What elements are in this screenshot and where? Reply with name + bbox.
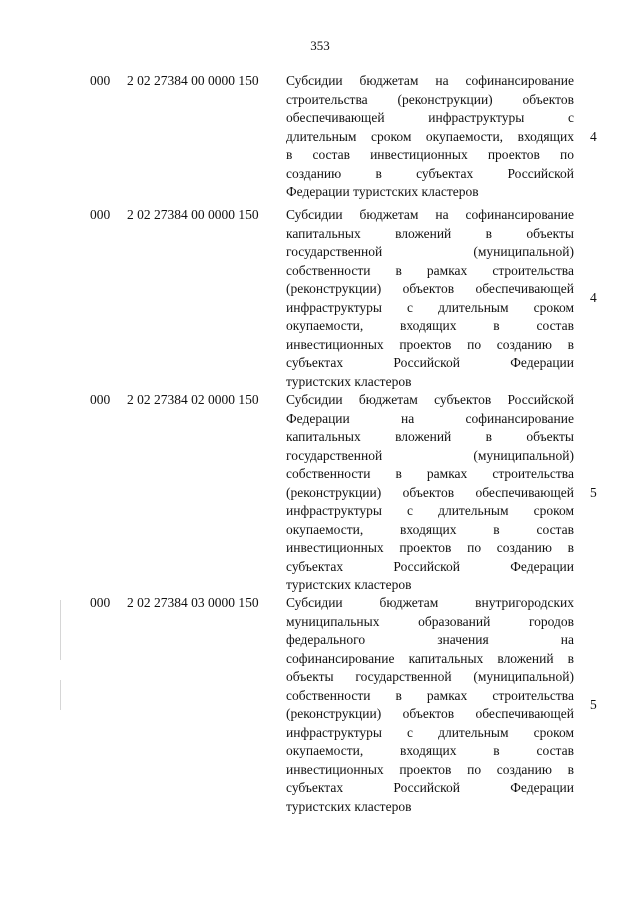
income-description xyxy=(286,391,574,595)
description-line: субъектах Российской Федерации xyxy=(286,558,574,574)
description-line: Федерации туристских кластеров xyxy=(286,184,479,199)
description-line: субъектах Российской Федерации xyxy=(286,355,574,370)
description-line: (реконструкции) объектов обеспечивающей xyxy=(286,706,574,721)
budget-classification-code: 2 02 27384 03 0000 150 xyxy=(127,595,259,610)
admin-code: 000 xyxy=(90,207,111,222)
description-line: туристских кластеров xyxy=(286,373,412,389)
description-line: государственной (муниципальной) xyxy=(286,447,574,463)
description-line: Федерации на софинансирование xyxy=(286,410,574,426)
description-line: туристских кластеров xyxy=(286,577,412,592)
description-line: муниципальных образований городов xyxy=(286,613,574,629)
description-line: окупаемости, входящих в состав xyxy=(286,743,574,758)
description-line: окупаемости, входящих в состав xyxy=(286,318,574,333)
income-description xyxy=(286,594,574,816)
admin-code: 000 xyxy=(90,595,111,610)
scan-artifact-line xyxy=(60,680,61,710)
budget-classification-code: 2 02 27384 00 0000 150 xyxy=(127,207,259,222)
description-line: капитальных вложений в объекты xyxy=(286,429,574,444)
page-number: 353 xyxy=(310,38,330,53)
description-line: Субсидии бюджетам на софинансирование xyxy=(286,73,574,88)
admin-code: 000 xyxy=(90,73,111,88)
description-line: инфраструктуры с длительным сроком xyxy=(286,503,574,518)
description-line: в состав инвестиционных проектов по xyxy=(286,147,574,162)
description-line: длительным сроком окупаемости, входящих xyxy=(286,128,574,144)
description-line: инвестиционных проектов по созданию в xyxy=(286,540,574,555)
description-line: Субсидии бюджетам субъектов Российской xyxy=(286,392,574,407)
description-line: федерального значения на xyxy=(286,632,574,647)
description-line: Субсидии бюджетам на софинансирование xyxy=(286,207,574,222)
description-line: строительства (реконструкции) объектов xyxy=(286,91,574,107)
description-line: капитальных вложений в объекты xyxy=(286,225,574,241)
description-line: (реконструкции) объектов обеспечивающей xyxy=(286,281,574,296)
description-line: софинансирование капитальных вложений в xyxy=(286,650,574,666)
income-description xyxy=(286,206,574,391)
description-line: инвестиционных проектов по созданию в xyxy=(286,336,574,352)
description-line: созданию в субъектах Российской xyxy=(286,165,574,181)
description-line: собственности в рамках строительства xyxy=(286,687,574,703)
amount-value: 4 xyxy=(590,290,597,306)
description-line: субъектах Российской Федерации xyxy=(286,780,574,795)
description-line: объекты государственной (муниципальной) xyxy=(286,669,574,684)
description-line: собственности в рамках строительства xyxy=(286,466,574,481)
description-line: инвестиционных проектов по созданию в xyxy=(286,761,574,777)
description-line: инфраструктуры с длительным сроком xyxy=(286,724,574,740)
description-line: инфраструктуры с длительным сроком xyxy=(286,299,574,315)
amount-value: 5 xyxy=(590,484,597,500)
admin-code: 000 xyxy=(90,392,111,407)
amount-value: 5 xyxy=(590,696,597,712)
scan-artifact-line xyxy=(60,600,61,660)
amount-value: 4 xyxy=(590,128,597,144)
description-line: обеспечивающей инфраструктуры с xyxy=(286,110,574,125)
description-line: государственной (муниципальной) xyxy=(286,244,574,259)
budget-classification-code: 2 02 27384 02 0000 150 xyxy=(127,392,259,407)
description-line: собственности в рамках строительства xyxy=(286,262,574,278)
income-description xyxy=(286,72,574,202)
description-line: окупаемости, входящих в состав xyxy=(286,521,574,537)
budget-classification-code: 2 02 27384 00 0000 150 xyxy=(127,73,259,88)
description-line: Субсидии бюджетам внутригородских xyxy=(286,595,574,610)
description-line: (реконструкции) объектов обеспечивающей xyxy=(286,484,574,500)
description-line: туристских кластеров xyxy=(286,798,412,814)
